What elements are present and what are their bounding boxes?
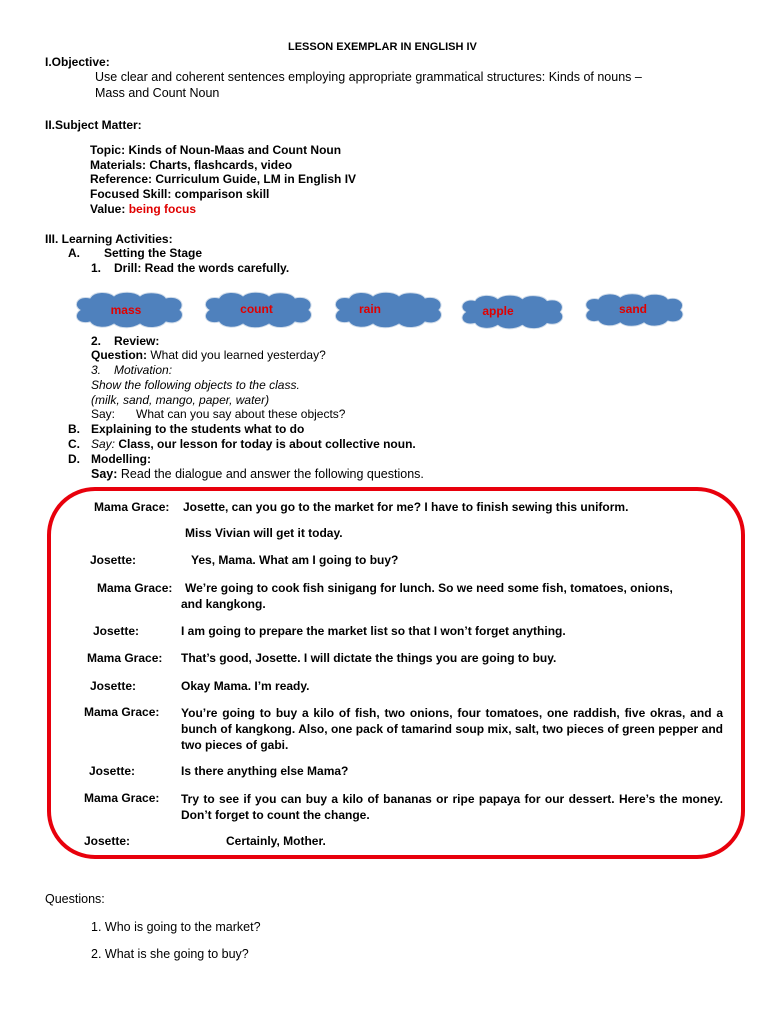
review-number: 2. [91, 334, 102, 348]
objective-heading: I.Objective: [45, 55, 110, 69]
dialogue-speaker-1: Mama Grace: [94, 500, 170, 514]
dialogue-speaker-4: Josette: [93, 624, 140, 638]
show-objects-text: Show the following objects to the class. [91, 378, 300, 392]
drill-text: Drill: Read the words carefully. [114, 261, 290, 275]
materials-line: Materials: Charts, flashcards, video [90, 158, 293, 172]
subject-matter-heading: II.Subject Matter: [45, 118, 142, 132]
dialogue-line-3: We’re going to cook fish sinigang for lunch. So we need some fish, tomatoes, onions, [185, 581, 673, 595]
dialogue-line-7: You’re going to buy a kilo of fish, two onions, four tomatoes, one raddish, five okras, and a bunch of kangkong. Also, one pack of tamarind soup mix, salt, two pieces of green pepper and two pieces of gabi. [181, 706, 723, 752]
dialogue-speaker-9: Mama Grace: [84, 791, 160, 805]
objects-list: (milk, sand, mango, paper, water) [91, 393, 270, 407]
question-label: Question: [91, 348, 147, 362]
item-c-text: Class, our lesson for today is about collective noun. [118, 437, 416, 451]
drill-number: 1. [91, 261, 102, 275]
item-c-line [91, 437, 416, 451]
question-2: 2. What is she going to buy? [91, 947, 249, 961]
item-b-letter: B. [68, 422, 80, 436]
motivation-number: 3. [91, 363, 102, 377]
say-label: Say: [91, 407, 116, 421]
word-mass: mass [110, 303, 142, 317]
item-d-say-text: Read the dialogue and answer the following questions. [120, 467, 424, 481]
reference-line: Reference: Curriculum Guide, LM in English IV [90, 172, 357, 186]
dialogue-line-2: Yes, Mama. What am I going to buy? [191, 553, 399, 567]
objective-text-1: Use clear and coherent sentences employing appropriate grammatical structures: Kinds of nouns – [95, 70, 642, 84]
item-d-text: Modelling: [91, 452, 151, 466]
dialogue-line-4: I am going to prepare the market list so that I won’t forget anything. [181, 624, 566, 638]
dialogue-speaker-7: Mama Grace: [84, 705, 160, 719]
item-c-say: Say: [91, 437, 116, 451]
question-text: What did you learned yesterday? [150, 348, 326, 362]
question-1: 1. Who is going to the market? [91, 920, 261, 934]
item-a-letter: A. [68, 246, 80, 260]
skill-line: Focused Skill: comparison skill [90, 187, 270, 201]
motivation-text: Motivation: [114, 363, 173, 377]
value-label: Value: [90, 202, 126, 216]
item-a-text: Setting the Stage [104, 246, 203, 260]
dialogue-speaker-3: Mama Grace: [97, 581, 173, 595]
word-sand: sand [618, 302, 647, 316]
topic-line: Topic: Kinds of Noun-Maas and Count Noun [90, 143, 342, 157]
dialogue-line-8: Is there anything else Mama? [181, 764, 349, 778]
objective-text-2: Mass and Count Noun [95, 86, 220, 100]
questions-heading: Questions: [45, 892, 105, 906]
dialogue-speaker-6: Josette: [90, 679, 137, 693]
item-d-letter: D. [68, 452, 80, 466]
word-count: count [240, 302, 273, 316]
dialogue-line-9: Try to see if you can buy a kilo of bananas or ripe papaya for our dessert. Here’s the money. Don’t forget to count the change. [181, 792, 723, 822]
item-d-say-line [91, 467, 424, 481]
item-b-text: Explaining to the students what to do [91, 422, 305, 436]
review-text: Review: [114, 334, 160, 348]
dialogue-speaker-5: Mama Grace: [87, 651, 163, 665]
question-line [91, 348, 326, 362]
item-c-letter: C. [68, 437, 80, 451]
value-line [90, 202, 196, 216]
word-rain: rain [358, 302, 381, 316]
dialogue-speaker-2: Josette: [90, 553, 137, 567]
dialogue-line-5: That’s good, Josette. I will dictate the things you are going to buy. [181, 651, 557, 665]
dialogue-line-1-cont: Miss Vivian will get it today. [185, 526, 343, 540]
word-apple: apple [482, 304, 514, 318]
dialogue-line-10: Certainly, Mother. [226, 834, 326, 848]
dialogue-line-1: Josette, can you go to the market for me? I have to finish sewing this uniform. [183, 500, 629, 514]
activities-heading: III. Learning Activities: [45, 232, 173, 246]
dialogue-line-6: Okay Mama. I’m ready. [181, 679, 310, 693]
say-text: What can you say about these objects? [136, 407, 346, 421]
page-title: LESSON EXEMPLAR IN ENGLISH IV [288, 41, 477, 53]
dialogue-speaker-8: Josette: [89, 764, 136, 778]
item-d-say: Say: [91, 467, 118, 481]
dialogue-speaker-10: Josette: [84, 834, 131, 848]
dialogue-line-3-cont: and kangkong. [181, 597, 266, 611]
value-text: being focus [128, 202, 197, 216]
